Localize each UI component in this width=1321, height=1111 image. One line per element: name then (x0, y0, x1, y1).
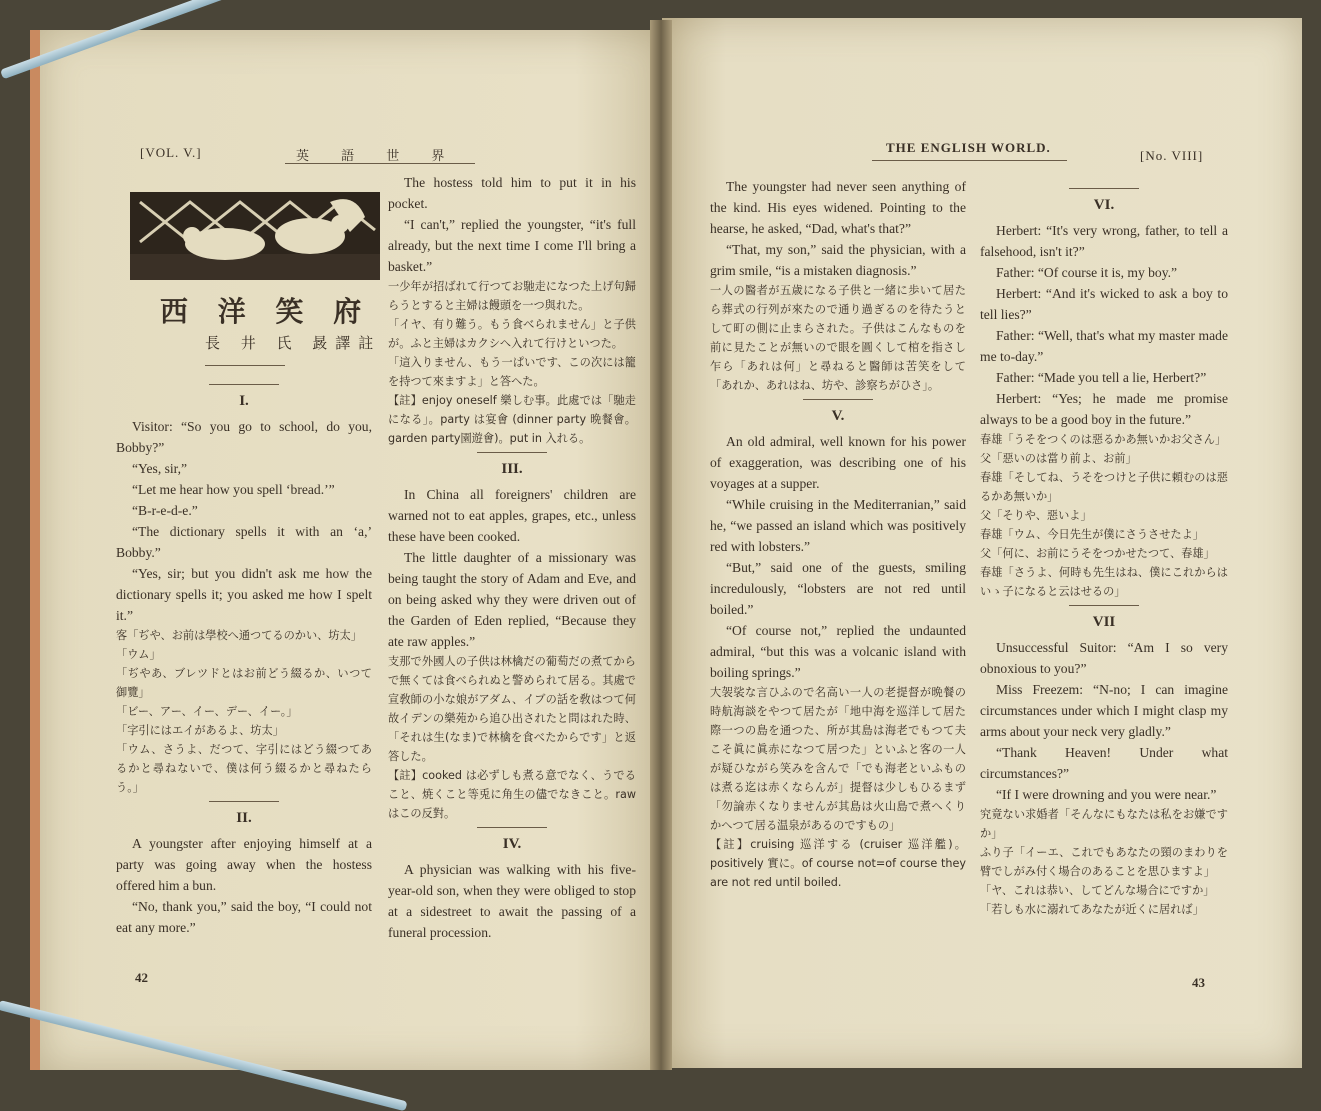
english-paragraph: “The dictionary spells it with an ‘a,’ Bobby.” (116, 524, 372, 560)
header-rule-right (872, 160, 1067, 161)
english-paragraph: “I can't,” replied the youngster, “it's full already, but the next time I come I'll bring a basket.” (388, 217, 636, 274)
english-paragraph: Father: “Of course it is, my boy.” (996, 265, 1178, 280)
section-rule (1069, 605, 1139, 606)
japanese-translation: ふり子「イーエ、これでもあなたの頸のまわりを臂でしがみ付く場合のあることを思ひますよ」 (980, 846, 1228, 878)
english-paragraph: “But,” said one of the guests, smiling incredulously, “lobsters are not red until boiled.” (710, 560, 966, 617)
japanese-translation: 客「ぢや、お前は學校へ通つてるのかい、坊太」 (116, 629, 362, 642)
english-paragraph: The youngster had never seen anything of the kind. His eyes widened. Pointing to the hearse, he asked, “Dad, what's that?” (710, 179, 966, 236)
english-paragraph: A youngster after enjoying himself at a party was going away when the hostess offered him a bun. (116, 836, 372, 893)
japanese-translation: 【註】enjoy oneself 樂しむ事。此處では「馳走になる」。party は宴會 (dinner party 晩餐會。garden party園遊會)。put in 入れる。 (388, 394, 636, 445)
japanese-translation: 父「何に、お前にうそをつかせたつて、春雄」 (980, 547, 1215, 560)
japanese-translation: 父「そりや、惡いよ」 (980, 509, 1092, 522)
japanese-translation: 「イヤ、有り難う。もう食べられません」と子供が。ふと主婦はカクシへ入れて行けといつた。 (388, 318, 636, 350)
english-paragraph: “While cruising in the Mediterranian,” said he, “we passed an island which was positively red with lobsters.” (710, 497, 966, 554)
right-column-2 (980, 184, 1228, 919)
page-title: 西 洋 笑 府 (160, 295, 372, 328)
magazine-title: THE ENGLISH WORLD. (886, 140, 1051, 155)
header-rule (285, 163, 475, 164)
japanese-translation: 究竟ない求婚者「そんなにもなたは私をお嫌ですか」 (980, 808, 1228, 840)
ornament-divider (205, 365, 285, 366)
english-paragraph: Unsuccessful Suitor: “Am I so very obnoxious to you?” (980, 640, 1228, 676)
left-column-2 (388, 172, 636, 943)
magazine-title-jp: 英 語 世 界 (296, 149, 459, 164)
japanese-translation: 支那で外國人の子供は林檎だの葡萄だの煮てからで無くては食べられぬと警められて居る。其處で宣敎師の小な娘がアダム、イブの話を敎はつて何故イデンの樂苑から追ひ出されたと問はれた時、「それは生(なま)で林檎を食べたからです」と返答した。 (388, 655, 636, 763)
japanese-translation: 【註】cooked は必ずしも煮る意でなく、うでること、焼くこと等兎に角生の儘でなきこと。raw はこの反對。 (388, 769, 636, 820)
english-paragraph: The hostess told him to put it in his pocket. (388, 175, 636, 211)
english-paragraph: “That, my son,” said the physician, with a grim smile, “is a mistaken diagnosis.” (710, 242, 966, 278)
japanese-translation: 「ヤ、これは恭い、してどんな場合にですか」 (980, 884, 1215, 897)
section-rule (1069, 188, 1139, 189)
english-paragraph: Father: “Made you tell a lie, Herbert?” (996, 370, 1207, 385)
doves-illustration (130, 192, 380, 280)
english-paragraph: An old admiral, well known for his power of exaggeration, was describing one of his voyages at a supper. (710, 434, 966, 491)
japanese-translation: 【註】cruising 巡洋する (cruiser 巡洋艦)。positively 實に。of course not=of course they are not red until boiled. (710, 838, 966, 889)
english-paragraph: In China all foreigners' children are warned not to eat apples, grapes, etc., unless these have been cooked. (388, 487, 636, 544)
english-paragraph: “B-r-e-d-e.” (132, 503, 198, 518)
section-rule (477, 827, 547, 828)
section-rule (803, 399, 873, 400)
japanese-translation: 一少年が招ばれて行つてお馳走になつた上げ句歸らうとすると主婦は饅頭を一つ與れた。 (388, 280, 636, 312)
english-paragraph: “Let me hear how you spell ‘bread.’” (132, 482, 335, 497)
section-heading: III. (501, 461, 523, 477)
english-paragraph: “Yes, sir; but you didn't ask me how the dictionary spells it; you asked me how I spelt it.” (116, 566, 372, 623)
section-rule (209, 384, 279, 385)
japanese-translation: 春雄「ウム、今日先生が僕にさうさせたよ」 (980, 528, 1204, 541)
japanese-translation: 春雄「うそをつくのは惡るかあ無いかお父さん」 (980, 433, 1227, 446)
japanese-translation: 「ウム、さうよ、だつて、字引にはどう綴つてあるかと尋ねないで、僕は何う綴るかと尋ねたらう。」 (116, 743, 372, 794)
japanese-translation: 「字引にはエイがあるよ、坊太」 (116, 724, 284, 737)
volume-label: [VOL. V.] (140, 145, 202, 160)
english-paragraph: Miss Freezem: “N-no; I can imagine circumstances under which I might clasp my arms about your neck very gladly.” (980, 682, 1228, 739)
issue-number: [No. VIII] (1140, 148, 1204, 163)
english-paragraph: A physician was walking with his five-year-old son, when they were obliged to stop at a sidestreet to await the passing of a funeral procession. (388, 862, 636, 940)
english-paragraph: The little daughter of a missionary was being taught the story of Adam and Eve, and on being asked why they were driven out of the Garden of Eden replied, “Because they ate raw apples.” (388, 550, 636, 649)
section-heading: I. (239, 393, 249, 409)
english-paragraph: “Yes, sir,” (132, 461, 188, 476)
left-column-1 (116, 380, 372, 938)
section-heading: VI. (1093, 197, 1115, 213)
book-gutter (650, 20, 672, 1070)
section-rule (477, 452, 547, 453)
japanese-translation: 「若しも水に溺れてあなたが近くに居れば」 (980, 903, 1204, 916)
japanese-translation: 春雄「さうよ、何時も先生はね、僕にこれからはいゝ子になると云はせるの」 (980, 566, 1228, 598)
english-paragraph: Visitor: “So you go to school, do you, Bobby?” (116, 419, 372, 455)
english-paragraph: “If I were drowning and you were near.” (996, 787, 1217, 802)
section-heading: II. (236, 810, 252, 826)
right-column-1 (710, 176, 966, 892)
english-paragraph: Father: “Well, that's what my master made me to-day.” (980, 328, 1228, 364)
english-paragraph: “No, thank you,” said the boy, “I could not eat any more.” (116, 899, 372, 935)
section-heading: VII (1092, 614, 1116, 630)
japanese-translation: 大袈裟な言ひふので名高い一人の老提督が晩餐の時航海談をやつて居たが「地中海を巡洋して居た際一つの島を通つた、所が其島は海老でもつて夫こそ眞に眞赤になつて居つた」といふと客の一人が疑ひながら笑みを含んで「でも海老といふものは煮る迄は赤くならんが」提督は少しもひるまず「勿論赤くなりませんが其島は火山島で煮へくりかへつて居る温泉があるのですもの」 (710, 686, 966, 832)
english-paragraph: Herbert: “And it's wicked to ask a boy to tell lies?” (980, 286, 1228, 322)
byline: 長 井 氏 晸譯註 (205, 334, 382, 352)
japanese-translation: 父「惡いのは當り前よ、お前」 (980, 452, 1137, 465)
japanese-translation: 一人の醫者が五歳になる子供と一緒に歩いて居たら葬式の行列が來たので通り過ぎるのを待たうとして町の側に止まらされた。子供はこんなものを前に見たことが無いので眼を圓くして棺を指さし乍ら「あれは何」と尋ねると醫師は苦笑をして「あれか、あれはね、坊や、診察ちがひさ」。 (710, 284, 966, 392)
page-number-right: 43 (1192, 975, 1205, 990)
english-paragraph: “Thank Heaven! Under what circumstances?” (980, 745, 1228, 781)
english-paragraph: Herbert: “It's very wrong, father, to tell a falsehood, isn't it?” (980, 223, 1228, 259)
japanese-translation: 「ビー、アー、イー、デー、イー。」 (116, 705, 298, 718)
section-heading: IV. (502, 836, 522, 852)
english-paragraph: “Of course not,” replied the undaunted admiral, “but this was a volcanic island with boiling springs.” (710, 623, 966, 680)
english-paragraph: Herbert: “Yes; he made me promise always to be a good boy in the future.” (980, 391, 1228, 427)
japanese-translation: 「ぢやあ、ブレツドとはお前どう綴るか、いつて御覽」 (116, 667, 372, 699)
section-rule (209, 801, 279, 802)
page-number-left: 42 (135, 970, 148, 985)
section-heading: V. (831, 408, 845, 424)
japanese-translation: 「ウム」 (116, 648, 161, 661)
japanese-translation: 春雄「そしてね、うそをつけと子供に頼むのは惡るかあ無いか」 (980, 471, 1228, 503)
japanese-translation: 「這入りません、もう一ぱいです、この次には籠を持つて來ますよ」と答へた。 (388, 356, 636, 388)
